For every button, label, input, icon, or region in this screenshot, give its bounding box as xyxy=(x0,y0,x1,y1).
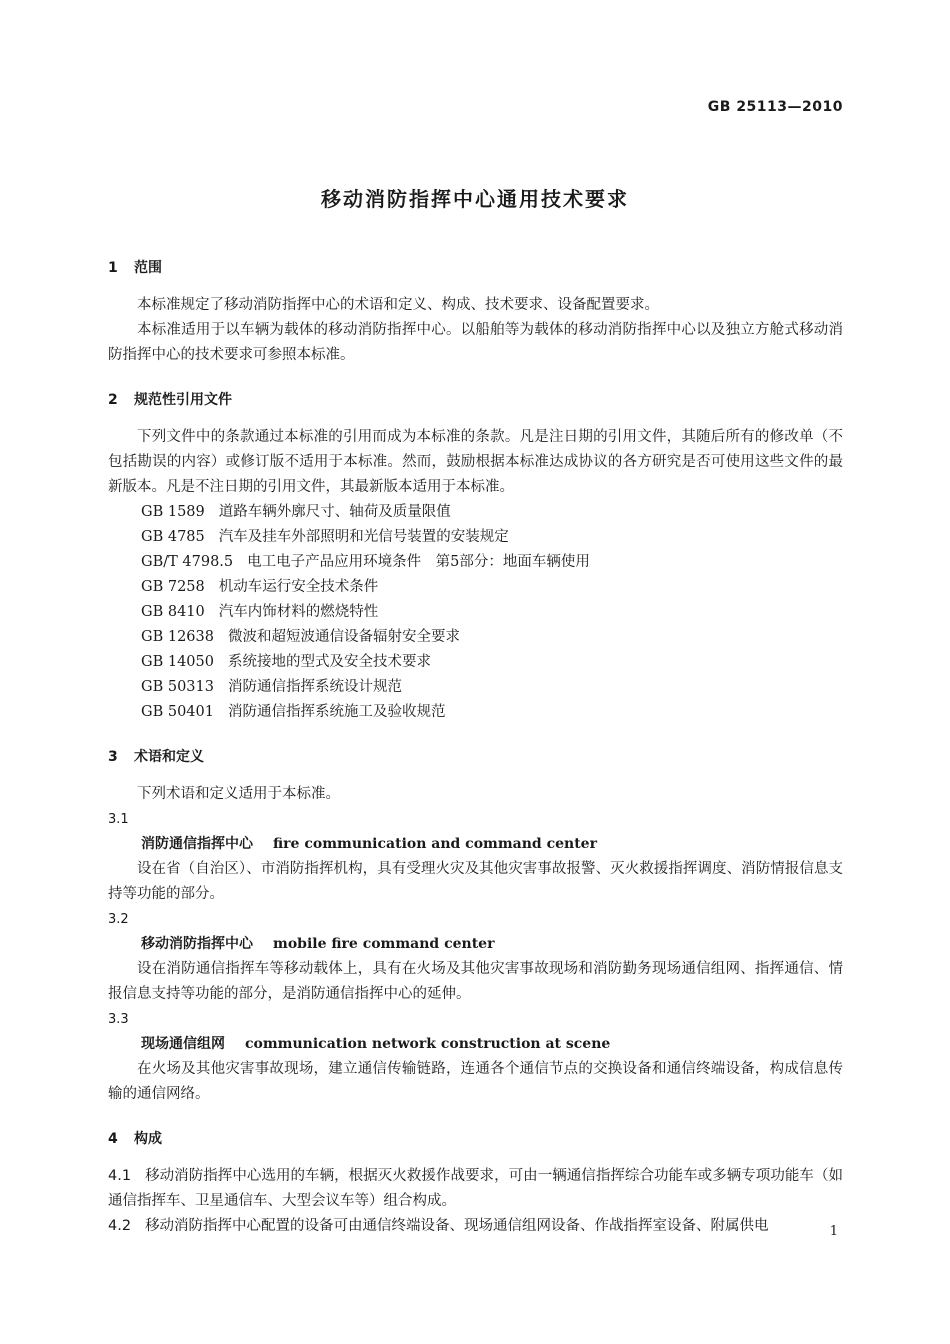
reference-title: 系统接地的型式及安全技术要求 xyxy=(227,654,431,670)
section-title: 术语和定义 xyxy=(134,749,204,765)
term-zh: 消防通信指挥中心 xyxy=(141,836,253,852)
reference-code: GB 50313 xyxy=(141,679,214,695)
term-heading xyxy=(108,932,843,957)
reference-item xyxy=(108,550,843,575)
reference-code: GB 1589 xyxy=(141,504,205,520)
reference-title: 电工电子产品应用环境条件 第5部分：地面车辆使用 xyxy=(247,554,590,570)
section-title: 构成 xyxy=(134,1131,162,1147)
reference-item xyxy=(108,650,843,675)
reference-item xyxy=(108,500,843,525)
term-zh: 移动消防指挥中心 xyxy=(141,936,253,952)
section-4-heading xyxy=(108,1127,843,1152)
term-number: 3.1 xyxy=(108,812,129,827)
reference-item xyxy=(108,700,843,725)
clause-number: 4.2 xyxy=(108,1218,132,1234)
reference-title: 汽车内饰材料的燃烧特性 xyxy=(218,604,379,620)
numbered-paragraph xyxy=(108,1214,843,1239)
term-en: fire communication and command center xyxy=(273,836,597,852)
standard-number: GB 25113—2010 xyxy=(707,99,843,115)
reference-title: 消防通信指挥系统施工及验收规范 xyxy=(227,704,446,720)
section-number: 1 xyxy=(108,260,118,276)
term-number: 3.2 xyxy=(108,912,129,927)
document-body xyxy=(108,256,843,1239)
reference-code: GB 4785 xyxy=(141,529,205,545)
reference-item xyxy=(108,600,843,625)
section-3-heading xyxy=(108,745,843,770)
clause-number: 4.1 xyxy=(108,1168,132,1184)
paragraph: 本标准适用于以车辆为载体的移动消防指挥中心。以船舶等为载体的移动消防指挥中心以及独立方舱式移动消防指挥中心的技术要求可参照本标准。 xyxy=(108,322,843,363)
section-title: 范围 xyxy=(134,260,162,276)
section-number: 3 xyxy=(108,749,118,765)
reference-item xyxy=(108,625,843,650)
reference-title: 微波和超短波通信设备辐射安全要求 xyxy=(227,629,460,645)
term-en: communication network construction at scene xyxy=(245,1036,611,1052)
section-number: 4 xyxy=(108,1131,118,1147)
reference-title: 机动车运行安全技术条件 xyxy=(218,579,379,595)
reference-code: GB 7258 xyxy=(141,579,205,595)
reference-item xyxy=(108,575,843,600)
paragraph: 下列文件中的条款通过本标准的引用而成为本标准的条款。凡是注日期的引用文件，其随后所有的修改单（不包括勘误的内容）或修订版不适用于本标准。然而，鼓励根据本标准达成协议的各方研究是否可使用这些文件的最新版本。凡是不注日期的引用文件，其最新版本适用于本标准。 xyxy=(108,429,843,495)
section-2-heading xyxy=(108,388,843,413)
paragraph: 本标准规定了移动消防指挥中心的术语和定义、构成、技术要求、设备配置要求。 xyxy=(137,297,659,313)
term-number: 3.3 xyxy=(108,1012,129,1027)
section-number: 2 xyxy=(108,392,118,408)
reference-title: 道路车辆外廓尺寸、轴荷及质量限值 xyxy=(218,504,451,520)
term-en: mobile fire command center xyxy=(273,936,495,952)
term-definition: 设在消防通信指挥车等移动载体上，具有在火场及其他灾害事故现场和消防勤务现场通信组网、指挥通信、情报信息支持等功能的部分，是消防通信指挥中心的延伸。 xyxy=(108,961,843,1002)
paragraph: 下列术语和定义适用于本标准。 xyxy=(137,786,340,802)
document-title: 移动消防指挥中心通用技术要求 xyxy=(321,187,629,211)
term-zh: 现场通信组网 xyxy=(141,1036,225,1052)
reference-item xyxy=(108,675,843,700)
numbered-paragraph xyxy=(108,1164,843,1214)
term-heading xyxy=(108,1032,843,1057)
reference-title: 消防通信指挥系统设计规范 xyxy=(227,679,402,695)
reference-code: GB/T 4798.5 xyxy=(141,554,234,570)
reference-code: GB 12638 xyxy=(141,629,214,645)
reference-code: GB 50401 xyxy=(141,704,214,720)
clause-text: 移动消防指挥中心配置的设备可由通信终端设备、现场通信组网设备、作战指挥室设备、附属供电 xyxy=(145,1218,769,1234)
reference-item xyxy=(108,525,843,550)
term-definition: 设在省（自治区）、市消防指挥机构，具有受理火灾及其他灾害事故报警、灭火救援指挥调度、消防情报信息支持等功能的部分。 xyxy=(108,861,843,902)
page-number: 1 xyxy=(829,1224,838,1239)
reference-code: GB 8410 xyxy=(141,604,205,620)
term-definition: 在火场及其他灾害事故现场，建立通信传输链路，连通各个通信节点的交换设备和通信终端设备，构成信息传输的通信网络。 xyxy=(108,1061,843,1102)
section-1-heading xyxy=(108,256,843,281)
section-title: 规范性引用文件 xyxy=(134,392,232,408)
term-heading xyxy=(108,832,843,857)
reference-title: 汽车及挂车外部照明和光信号装置的安装规定 xyxy=(218,529,509,545)
reference-code: GB 14050 xyxy=(141,654,214,670)
clause-text: 移动消防指挥中心选用的车辆，根据灭火救援作战要求，可由一辆通信指挥综合功能车或多辆专项功能车（如通信指挥车、卫星通信车、大型会议车等）组合构成。 xyxy=(108,1168,843,1209)
